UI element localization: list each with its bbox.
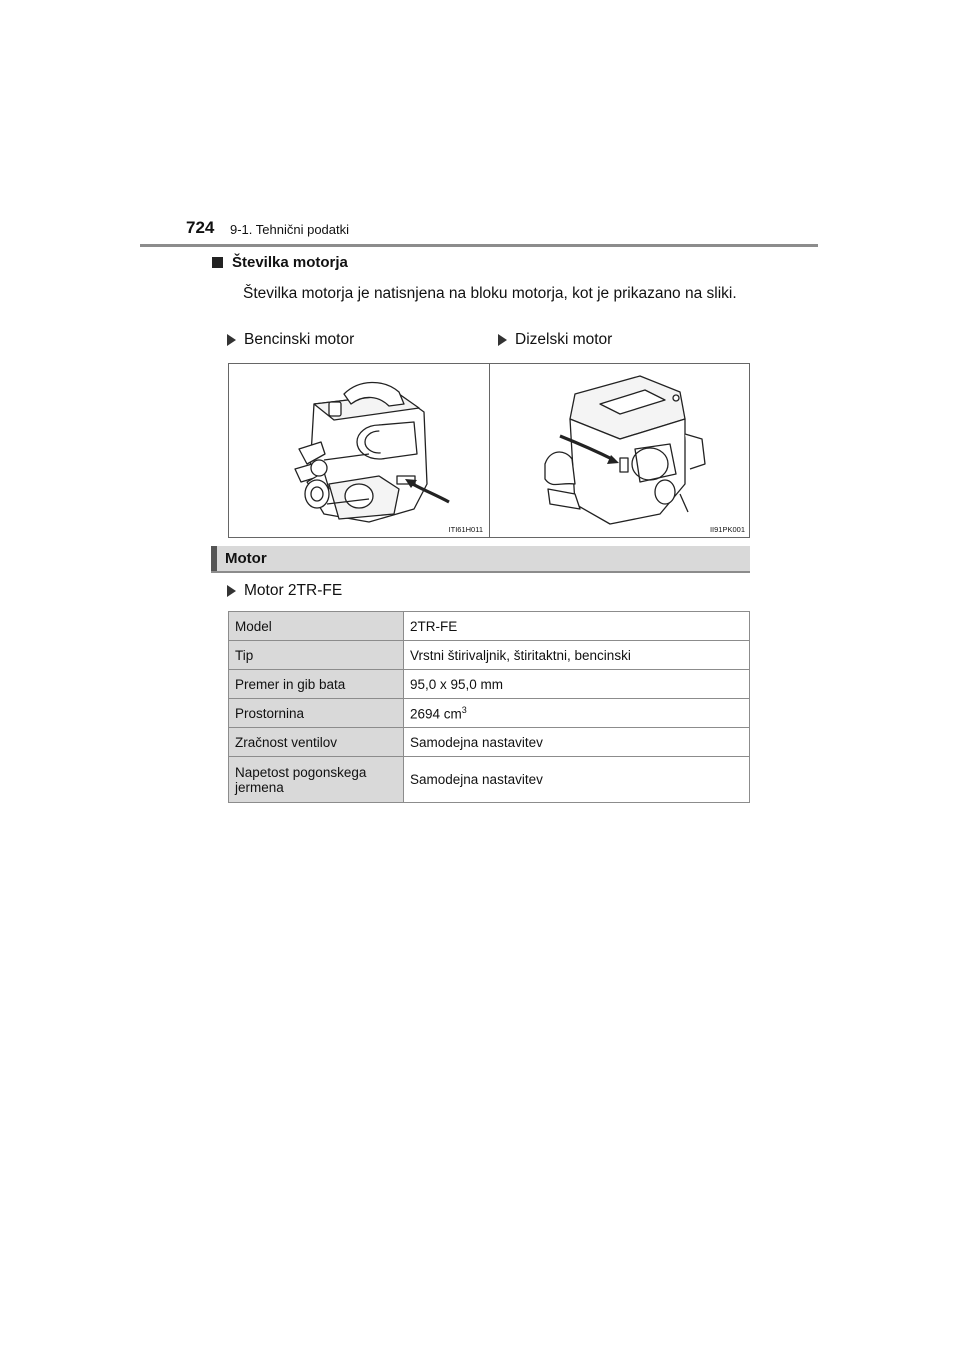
spec-value: Samodejna nastavitev	[404, 757, 750, 803]
spec-key: Model	[229, 612, 404, 641]
section-bar-accent	[211, 546, 217, 571]
subsection-title: Številka motorja	[232, 254, 348, 271]
spec-value: 2TR-FE	[404, 612, 750, 641]
figure-label-petrol	[227, 331, 354, 349]
table-row	[229, 757, 750, 803]
figure-code: II91PK001	[709, 525, 745, 534]
figure-label-petrol-text: Bencinski motor	[244, 331, 355, 348]
spec-key: Prostornina	[229, 699, 404, 728]
engine-spec-table	[228, 611, 750, 803]
motor-section-bar	[211, 546, 750, 573]
table-row	[229, 612, 750, 641]
motor-subheading-text: Motor 2TR-FE	[244, 582, 343, 599]
motor-subheading	[227, 582, 342, 600]
spec-key: Napetost pogonskega jermena	[229, 757, 404, 803]
triangle-bullet-icon	[498, 334, 507, 346]
table-row	[229, 641, 750, 670]
diesel-engine-figure	[490, 364, 749, 537]
figure-code: ITI61H011	[448, 525, 483, 534]
body-paragraph: Številka motorja je natisnjena na bloku motorja, kot je prikazano na sliki.	[243, 285, 737, 302]
triangle-bullet-icon	[227, 334, 236, 346]
table-row	[229, 670, 750, 699]
unit-superscript: 3	[461, 704, 467, 715]
spec-value: Samodejna nastavitev	[404, 728, 750, 757]
spec-key: Premer in gib bata	[229, 670, 404, 699]
spec-value: Vrstni štirivaljnik, štiritaktni, bencinski	[404, 641, 750, 670]
displacement-value: 2694 cm	[410, 706, 462, 722]
table-row	[229, 699, 750, 728]
petrol-engine-figure	[229, 364, 489, 537]
table-row	[229, 728, 750, 757]
section-reference: 9-1. Tehnični podatki	[230, 222, 350, 237]
diesel-engine-illustration	[490, 364, 749, 537]
square-bullet-icon	[212, 257, 223, 268]
header-rule	[140, 244, 818, 247]
petrol-engine-illustration	[229, 364, 489, 537]
page-number: 724	[186, 218, 215, 237]
engine-figures	[228, 363, 750, 538]
spec-value: 95,0 x 95,0 mm	[404, 670, 750, 699]
subsection-heading	[212, 254, 348, 271]
figure-label-diesel	[498, 331, 612, 349]
triangle-bullet-icon	[227, 585, 236, 597]
spec-key: Tip	[229, 641, 404, 670]
spec-key: Zračnost ventilov	[229, 728, 404, 757]
motor-section-title: Motor	[225, 550, 267, 567]
figure-label-diesel-text: Dizelski motor	[515, 331, 613, 348]
spec-value	[404, 699, 750, 728]
